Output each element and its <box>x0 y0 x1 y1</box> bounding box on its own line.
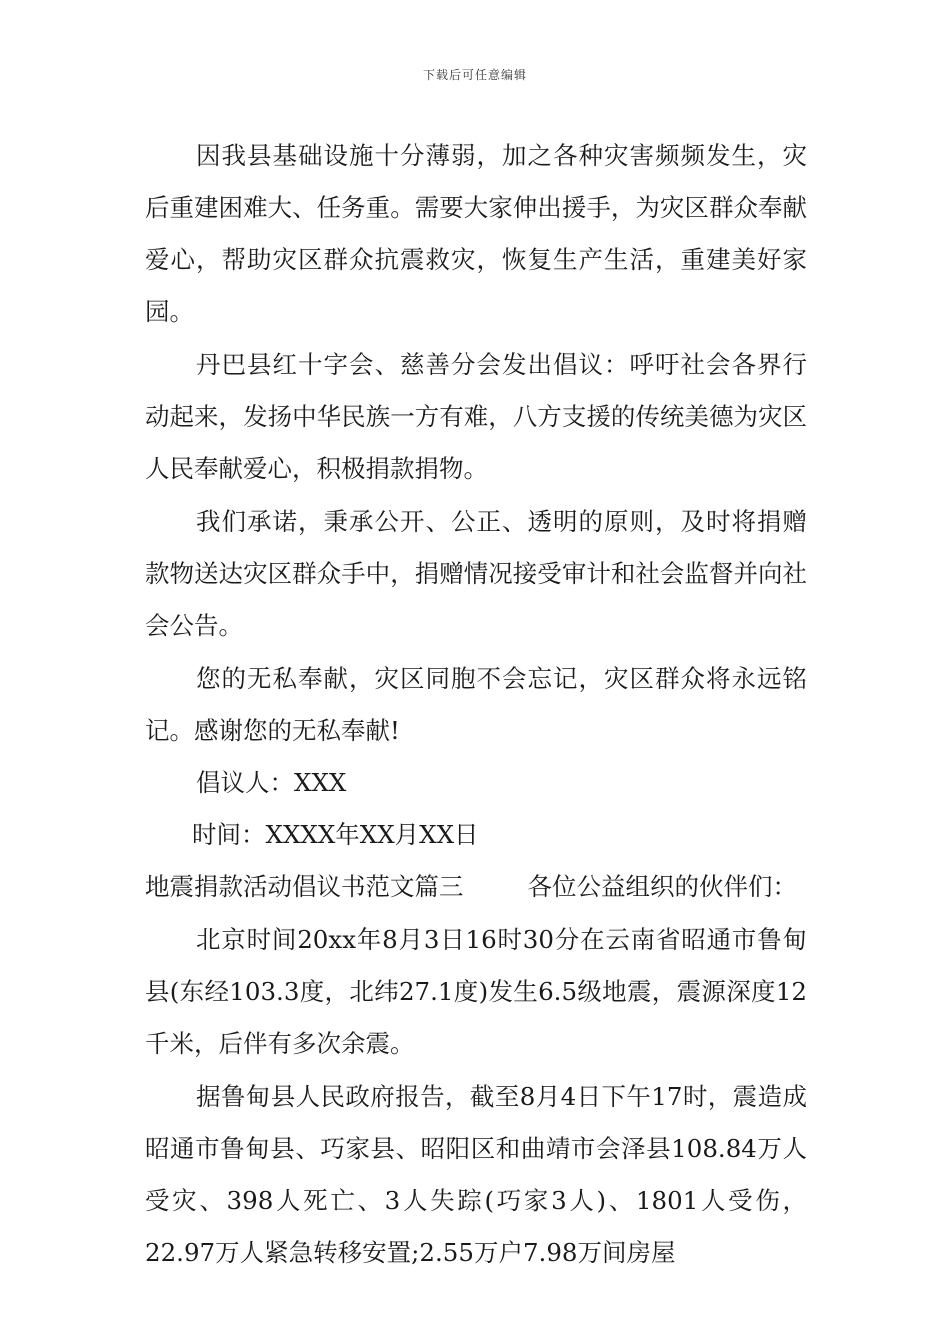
paragraph-earthquake-report: 北京时间20xx年8月3日16时30分在云南省昭通市鲁甸县(东经103.3度，北纬27.1度)发生6.5级地震，震源深度12千米，后伴有多次余震。 <box>145 925 807 1058</box>
paragraph-red-cross-initiative: 丹巴县红十字会、慈善分会发出倡议：呼吁社会各界行动起来，发扬中华民族一方有难，八方支援的传统美德为灾区人民奉献爱心，积极捐款捐物。 <box>145 350 807 483</box>
section-title-line <box>145 861 807 913</box>
section-title: 地震捐款活动倡议书范文篇三 <box>145 872 464 901</box>
document-body <box>145 130 807 1279</box>
paragraph-rebuild-appeal: 因我县基础设施十分薄弱，加之各种灾害频频发生，灾后重建困难大、任务重。需要大家伸出援手，为灾区群众奉献爱心，帮助灾区群众抗震救灾，恢复生产生活，重建美好家园。 <box>145 141 807 326</box>
page-header-note: 下载后可任意编辑 <box>422 68 527 82</box>
paragraph-commitment: 我们承诺，秉承公开、公正、透明的原则，及时将捐赠款物送达灾区群众手中，捐赠情况接受审计和社会监督并向社会公告。 <box>145 507 807 640</box>
date-line: 时间：XXXX年XX月XX日 <box>192 820 479 849</box>
paragraph-gratitude: 您的无私奉献，灾区同胞不会忘记，灾区群众将永远铭记。感谢您的无私奉献! <box>145 664 807 745</box>
salutation: 各位公益组织的伙伴们： <box>527 872 797 901</box>
signer-line: 倡议人：XXX <box>196 768 347 797</box>
paragraph-casualty-report: 据鲁甸县人民政府报告，截至8月4日下午17时，震造成昭通市鲁甸县、巧家县、昭阳区和曲靖市会泽县108.84万人受灾、398人死亡、3人失踪(巧家3人)、1801人受伤，22.97万人紧急转移安置;2.55万户7.98万间房屋 <box>145 1082 807 1267</box>
